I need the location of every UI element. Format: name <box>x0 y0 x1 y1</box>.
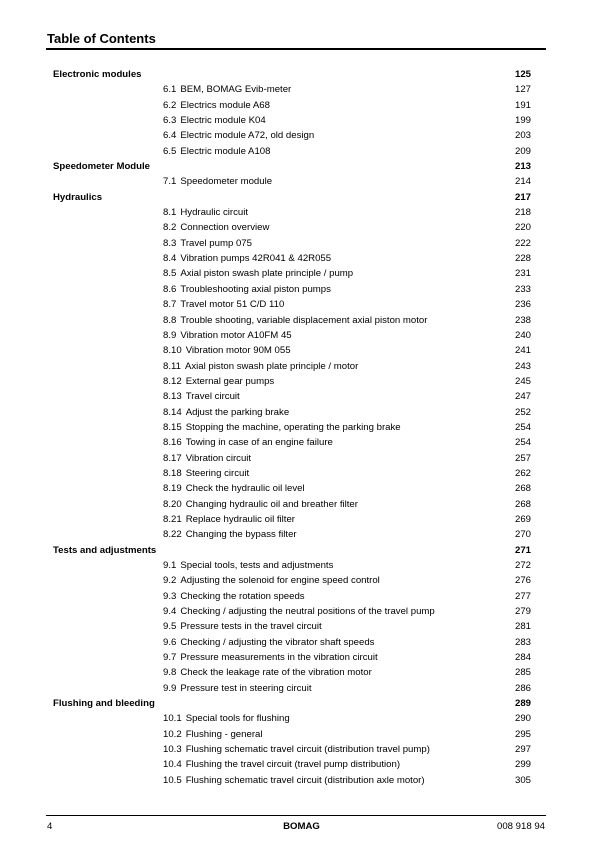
toc-entry-label-group <box>163 359 358 374</box>
toc-page-number: 299 <box>514 759 531 771</box>
toc-entry-title: Electric module A72, old design <box>180 130 315 142</box>
toc-entry-title: Checking the rotation speeds <box>180 590 305 602</box>
toc-entry-number: 10.4 <box>163 759 182 771</box>
toc-entry-label-group <box>163 297 284 312</box>
toc-entry-number: 8.6 <box>163 283 177 295</box>
toc-section-title: Tests and adjustments <box>53 544 157 556</box>
toc-entry-number: 6.3 <box>163 115 177 127</box>
toc-entry-label-group <box>163 481 305 496</box>
toc-page-number: 285 <box>514 667 531 679</box>
toc-entry-row[interactable] <box>53 282 531 297</box>
toc-page-number: 245 <box>514 375 531 387</box>
toc-entry-title: Pressure tests in the travel circuit <box>180 621 322 633</box>
toc-entry-label-group <box>163 420 401 435</box>
toc-entry-label-group <box>163 650 378 665</box>
toc-page-number: 209 <box>514 145 531 157</box>
toc-entry-row[interactable] <box>53 650 531 665</box>
toc-entry-number: 10.1 <box>163 713 182 725</box>
toc-entry-number: 8.10 <box>163 345 182 357</box>
toc-entry-number: 10.2 <box>163 728 182 740</box>
toc-entry-row[interactable] <box>53 174 531 189</box>
toc-entry-title: Changing the bypass filter <box>185 529 297 541</box>
toc-entry-title: Vibration motor 90M 055 <box>185 345 291 357</box>
toc-entry-title: Travel circuit <box>185 391 240 403</box>
toc-entry-number: 9.8 <box>163 667 177 679</box>
toc-entry-title: Checking / adjusting the vibrator shaft speeds <box>180 636 375 648</box>
footer-rule <box>46 815 546 816</box>
toc-entry-title: Towing in case of an engine failure <box>185 437 333 449</box>
toc-entry-number: 9.9 <box>163 682 177 694</box>
toc-entry-row[interactable] <box>53 589 531 604</box>
toc-entry-title: Special tools, tests and adjustments <box>180 560 334 571</box>
toc-entry-label-group <box>163 757 400 772</box>
toc-entry-number: 8.13 <box>163 391 182 403</box>
toc-entry-label-group <box>163 266 353 281</box>
toc-page-number: 284 <box>514 652 531 664</box>
toc-page-number: 268 <box>514 483 531 495</box>
toc-entry-title: Connection overview <box>180 222 270 234</box>
toc-entry-number: 8.7 <box>163 299 177 311</box>
toc-entry-title: Flushing the travel circuit (travel pump distribution) <box>185 759 401 771</box>
toc-entry-label-group <box>163 205 248 220</box>
toc-entry-title: Axial piston swash plate principle / pump <box>180 268 354 280</box>
toc-entry-title: BEM, BOMAG Evib-meter <box>180 84 292 96</box>
toc-entry-row[interactable] <box>53 711 531 726</box>
toc-entry-number: 6.5 <box>163 145 177 157</box>
toc-page-number: 125 <box>514 69 531 80</box>
toc-page-number: 269 <box>514 513 531 525</box>
toc-entry-row[interactable] <box>53 635 531 650</box>
toc-entry-number: 9.4 <box>163 606 177 618</box>
toc-entry-label-group <box>163 451 251 466</box>
toc-entry-row[interactable] <box>53 374 531 389</box>
toc-entry-row[interactable] <box>53 727 531 742</box>
toc-page-number: 297 <box>514 744 531 756</box>
toc-entry-row[interactable] <box>53 251 531 266</box>
table-of-contents <box>53 67 531 788</box>
toc-entry-label-group <box>163 435 333 450</box>
toc-entry-label-group <box>163 497 358 512</box>
toc-entry-number: 9.1 <box>163 560 177 571</box>
toc-entry-label-group <box>163 236 252 251</box>
toc-section-title: Hydraulics <box>53 191 103 203</box>
toc-section-row[interactable] <box>53 159 531 174</box>
toc-page-number: 203 <box>514 130 531 142</box>
toc-entry-label-group <box>163 405 289 420</box>
toc-page-number: 257 <box>514 452 531 464</box>
toc-page-number: 217 <box>514 191 531 203</box>
toc-entry-title: Electrics module A68 <box>180 99 270 111</box>
toc-entry-title: Flushing - general <box>185 728 263 740</box>
toc-entry-row[interactable] <box>53 420 531 435</box>
toc-entry-title: Check the leakage rate of the vibration motor <box>180 667 372 679</box>
toc-entry-number: 8.15 <box>163 421 182 433</box>
toc-page-number: 289 <box>514 698 531 710</box>
toc-entry-title: Checking / adjusting the neutral positions of the travel pump <box>180 606 435 618</box>
toc-section-row[interactable] <box>53 696 531 711</box>
toc-entry-row[interactable] <box>53 266 531 281</box>
toc-entry-row[interactable] <box>53 497 531 512</box>
toc-entry-label-group <box>163 313 427 328</box>
toc-entry-title: Axial piston swash plate principle / motor <box>184 360 359 372</box>
toc-entry-title: Adjusting the solenoid for engine speed control <box>180 575 380 587</box>
toc-page-number: 222 <box>514 237 531 249</box>
toc-entry-row[interactable] <box>53 527 531 542</box>
toc-entry-row[interactable] <box>53 128 531 143</box>
toc-page-number: 271 <box>514 544 531 556</box>
toc-entry-label-group <box>163 282 331 297</box>
toc-section-row[interactable] <box>53 67 531 82</box>
toc-entry-row[interactable] <box>53 619 531 634</box>
toc-entry-label-group <box>163 113 266 128</box>
toc-page-number: 279 <box>514 606 531 618</box>
toc-entry-title: Replace hydraulic oil filter <box>185 513 295 525</box>
toc-entry-number: 8.3 <box>163 237 177 249</box>
footer-document-number: 008 918 94 <box>496 821 545 832</box>
toc-entry-label-group <box>163 665 372 680</box>
toc-page-number: 270 <box>514 529 531 541</box>
toc-entry-number: 8.12 <box>163 375 182 387</box>
toc-entry-row[interactable] <box>53 82 531 97</box>
toc-page-number: 228 <box>514 253 531 265</box>
toc-entry-number: 8.16 <box>163 437 182 449</box>
toc-entry-row[interactable] <box>53 236 531 251</box>
toc-entry-number: 8.1 <box>163 207 177 219</box>
toc-page-number: 127 <box>514 84 531 96</box>
toc-entry-number: 7.1 <box>163 176 177 188</box>
toc-entry-label-group <box>163 251 331 266</box>
toc-entry-number: 8.18 <box>163 467 182 479</box>
toc-page-number: 199 <box>514 115 531 127</box>
toc-entry-number: 6.4 <box>163 130 177 142</box>
toc-entry-number: 6.2 <box>163 99 177 111</box>
toc-entry-label-group <box>163 466 249 481</box>
toc-entry-row[interactable] <box>53 144 531 159</box>
toc-entry-title: Flushing schematic travel circuit (distribution axle motor) <box>185 774 425 786</box>
toc-entry-row[interactable] <box>53 205 531 220</box>
toc-entry-row[interactable] <box>53 359 531 374</box>
toc-entry-number: 8.4 <box>163 253 177 265</box>
toc-entry-label-group <box>163 773 425 788</box>
toc-entry-row[interactable] <box>53 405 531 420</box>
toc-entry-label-group <box>163 711 290 726</box>
toc-page-number: 254 <box>514 421 531 433</box>
toc-entry-row[interactable] <box>53 435 531 450</box>
toc-page-number: 191 <box>514 99 531 111</box>
toc-entry-label-group <box>163 128 314 143</box>
toc-page-number: 214 <box>514 176 531 188</box>
toc-entry-number: 8.5 <box>163 268 177 280</box>
toc-entry-label-group <box>163 619 322 634</box>
toc-entry-label-group <box>163 98 270 113</box>
toc-page-number: 305 <box>514 774 531 786</box>
footer-brand: BOMAG <box>283 821 320 832</box>
toc-page-number: 277 <box>514 590 531 602</box>
toc-entry-number: 10.5 <box>163 774 182 786</box>
toc-entry-number: 10.3 <box>163 744 182 756</box>
toc-entry-title: Adjust the parking brake <box>185 406 290 418</box>
toc-entry-row[interactable] <box>53 742 531 757</box>
toc-page-number: 213 <box>514 161 531 173</box>
toc-entry-number: 9.7 <box>163 652 177 664</box>
toc-entry-number: 8.2 <box>163 222 177 234</box>
toc-section-title: Electronic modules <box>53 69 142 80</box>
toc-page-number: 218 <box>514 207 531 219</box>
toc-entry-row[interactable] <box>53 512 531 527</box>
toc-entry-label-group <box>163 604 435 619</box>
toc-entry-title: Vibration pumps 42R041 & 42R055 <box>180 253 332 265</box>
toc-section-title: Flushing and bleeding <box>53 698 155 710</box>
toc-entry-label-group <box>163 389 240 404</box>
toc-page-number: 254 <box>514 437 531 449</box>
toc-page-number: 238 <box>514 314 531 326</box>
toc-entry-row[interactable] <box>53 389 531 404</box>
toc-page-number: 290 <box>514 713 531 725</box>
toc-entry-number: 9.2 <box>163 575 177 587</box>
toc-entry-number: 8.21 <box>163 513 182 525</box>
toc-entry-title: External gear pumps <box>185 375 275 387</box>
footer-page-number: 4 <box>47 821 53 832</box>
toc-entry-number: 9.5 <box>163 621 177 633</box>
toc-page-number: 283 <box>514 636 531 648</box>
toc-entry-label-group <box>163 558 333 573</box>
toc-page-number: 252 <box>514 406 531 418</box>
toc-entry-title: Vibration motor A10FM 45 <box>180 329 292 341</box>
toc-entry-title: Hydraulic circuit <box>180 207 249 219</box>
toc-entry-label-group <box>163 727 262 742</box>
toc-entry-row[interactable] <box>53 604 531 619</box>
toc-entry-number: 6.1 <box>163 84 177 96</box>
toc-entry-title: Special tools for flushing <box>185 713 290 725</box>
toc-entry-title: Trouble shooting, variable displacement axial piston motor <box>180 314 428 326</box>
toc-page-number: 236 <box>514 299 531 311</box>
toc-entry-number: 9.6 <box>163 636 177 648</box>
toc-entry-title: Check the hydraulic oil level <box>185 483 305 495</box>
toc-entry-row[interactable] <box>53 297 531 312</box>
toc-entry-title: Troubleshooting axial piston pumps <box>180 283 331 295</box>
toc-entry-row[interactable] <box>53 313 531 328</box>
toc-page-number: 240 <box>514 329 531 341</box>
toc-entry-row[interactable] <box>53 481 531 496</box>
toc-entry-row[interactable] <box>53 113 531 128</box>
toc-page-number: 281 <box>514 621 531 633</box>
toc-page-number: 262 <box>514 467 531 479</box>
toc-entry-title: Electric module K04 <box>180 115 266 127</box>
toc-entry-title: Steering circuit <box>185 467 250 479</box>
toc-entry-row[interactable] <box>53 573 531 588</box>
toc-page-number: 241 <box>514 345 531 357</box>
toc-page-number: 295 <box>514 728 531 740</box>
toc-entry-number: 8.14 <box>163 406 182 418</box>
toc-page-number: 268 <box>514 498 531 510</box>
toc-page-number: 231 <box>514 268 531 280</box>
toc-entry-label-group <box>163 82 291 97</box>
toc-entry-title: Stopping the machine, operating the parking brake <box>185 421 401 433</box>
toc-page-number: 276 <box>514 575 531 587</box>
toc-entry-number: 8.19 <box>163 483 182 495</box>
toc-entry-label-group <box>163 220 269 235</box>
toc-page-number: 220 <box>514 222 531 234</box>
toc-page-number: 286 <box>514 682 531 694</box>
toc-section-title: Speedometer Module <box>53 161 151 173</box>
toc-entry-label-group <box>163 573 380 588</box>
toc-entry-title: Pressure test in steering circuit <box>180 682 312 694</box>
toc-entry-title: Changing hydraulic oil and breather filter <box>185 498 358 510</box>
toc-entry-label-group <box>163 742 430 757</box>
toc-entry-row[interactable] <box>53 220 531 235</box>
toc-page-number: 243 <box>514 360 531 372</box>
toc-entry-number: 8.17 <box>163 452 182 464</box>
toc-entry-row[interactable] <box>53 757 531 772</box>
toc-entry-row[interactable] <box>53 681 531 696</box>
toc-entry-title: Speedometer module <box>180 176 273 188</box>
toc-entry-label-group <box>163 144 270 159</box>
toc-entry-label-group <box>163 174 272 189</box>
toc-entry-number: 8.22 <box>163 529 182 541</box>
toc-entry-label-group <box>163 343 291 358</box>
toc-entry-label-group <box>163 374 274 389</box>
toc-entry-title: Vibration circuit <box>185 452 252 464</box>
toc-entry-number: 8.20 <box>163 498 182 510</box>
toc-entry-label-group <box>163 635 374 650</box>
toc-entry-number: 8.9 <box>163 329 177 341</box>
toc-entry-row[interactable] <box>53 343 531 358</box>
toc-section-row[interactable] <box>53 190 531 205</box>
toc-entry-number: 8.8 <box>163 314 177 326</box>
toc-entry-label-group <box>163 328 292 343</box>
page-title: Table of Contents <box>47 31 156 46</box>
toc-entry-label-group <box>163 589 305 604</box>
toc-entry-row[interactable] <box>53 466 531 481</box>
toc-entry-title: Travel motor 51 C/D 110 <box>180 299 285 311</box>
toc-entry-row[interactable] <box>53 328 531 343</box>
toc-entry-label-group <box>163 512 295 527</box>
toc-entry-title: Electric module A108 <box>180 145 271 157</box>
toc-entry-label-group <box>163 527 297 542</box>
toc-entry-row[interactable] <box>53 665 531 680</box>
toc-entry-row[interactable] <box>53 98 531 113</box>
toc-entry-title: Pressure measurements in the vibration circuit <box>180 652 378 664</box>
toc-entry-row[interactable] <box>53 558 531 573</box>
toc-entry-number: 8.11 <box>163 360 181 372</box>
toc-entry-label-group <box>163 681 312 696</box>
toc-page-number: 247 <box>514 391 531 403</box>
title-rule <box>46 48 546 50</box>
toc-entry-row[interactable] <box>53 773 531 788</box>
toc-entry-title: Flushing schematic travel circuit (distribution travel pump) <box>185 744 430 756</box>
toc-page-number: 272 <box>514 560 531 571</box>
toc-section-row[interactable] <box>53 543 531 558</box>
toc-entry-row[interactable] <box>53 451 531 466</box>
toc-entry-number: 9.3 <box>163 590 177 602</box>
toc-entry-title: Travel pump 075 <box>180 237 252 249</box>
toc-page-number: 233 <box>514 283 531 295</box>
